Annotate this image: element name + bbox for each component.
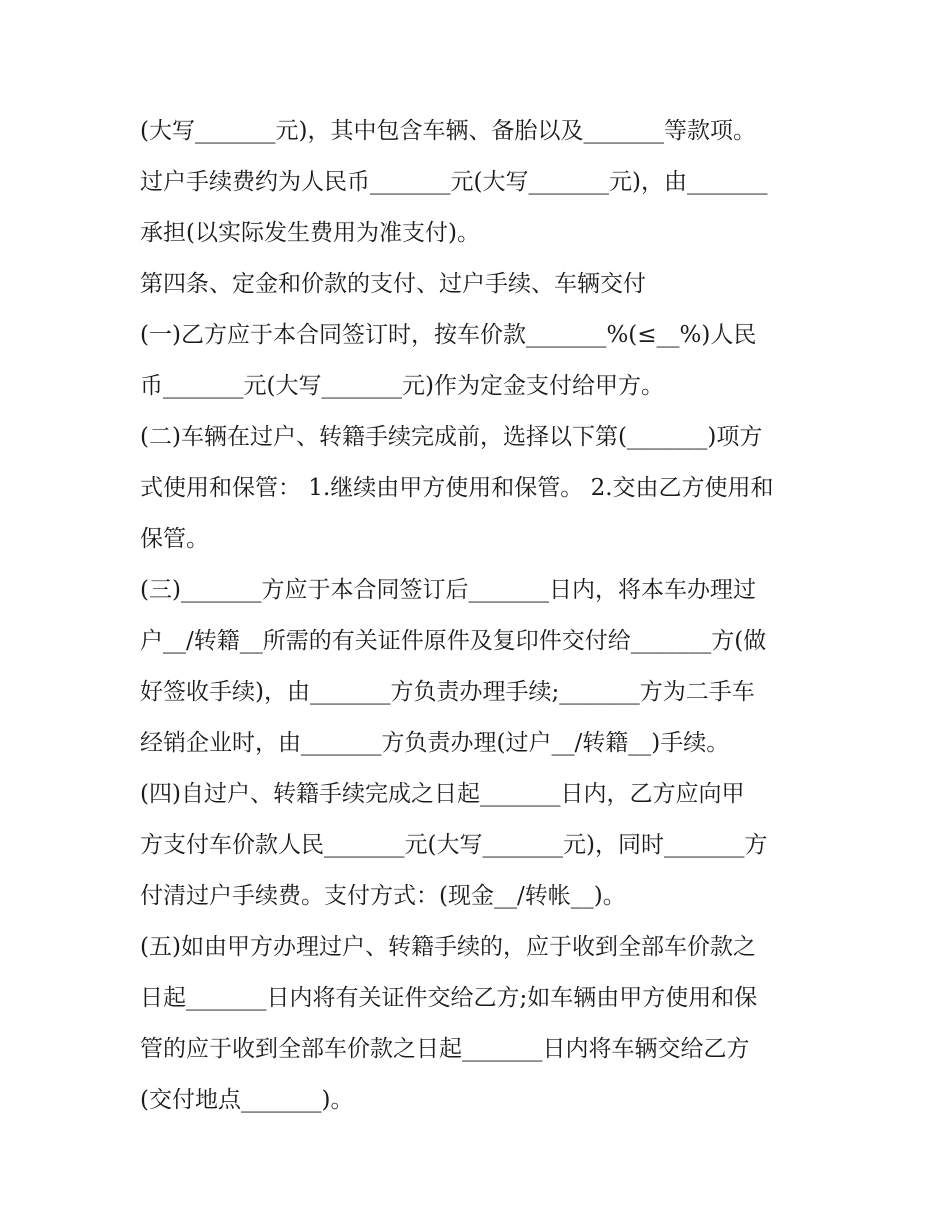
text-line: 好签收手续)，由_______方负责办理手续;_______方为二手车	[140, 679, 755, 705]
text-line: 经销企业时，由_______方负责办理(过户__/转籍__)手续。	[140, 730, 730, 756]
text-line: 日起_______日内将有关证件交给乙方;如车辆由甲方使用和保	[140, 985, 758, 1011]
text-line: (五)如由甲方办理过户、转籍手续的，应于收到全部车价款之	[140, 934, 756, 960]
text-line: 管的应于收到全部车价款之日起_______日内将车辆交给乙方	[140, 1036, 750, 1062]
contract-text	[140, 106, 820, 1126]
text-line: (一)乙方应于本合同签订时，按车价款_______%(≤__%)人民	[140, 322, 757, 348]
text-line: 方支付车价款人民_______元(大写_______元)，同时_______方	[140, 832, 768, 858]
text-line: 式使用和保管： 1.继续由甲方使用和保管。 2.交由乙方使用和	[140, 475, 774, 501]
text-line: (二)车辆在过户、转籍手续完成前，选择以下第(_______)项方	[140, 424, 763, 450]
text-line: 过户手续费约为人民币_______元(大写_______元)，由_______	[140, 169, 768, 195]
text-line: (三)_______方应于本合同签订后_______日内，将本车办理过	[140, 577, 756, 603]
text-line: (四)自过户、转籍手续完成之日起_______日内，乙方应向甲	[140, 781, 745, 807]
text-line: 付清过户手续费。支付方式：(现金__/转帐__)。	[140, 883, 626, 909]
section-heading: 第四条、定金和价款的支付、过户手续、车辆交付	[140, 271, 646, 297]
text-line: 承担(以实际发生费用为准支付)。	[140, 220, 480, 246]
text-line: (交付地点_______)。	[140, 1087, 354, 1113]
text-line: 保管。	[140, 526, 209, 552]
text-line: 币_______元(大写_______元)作为定金支付给甲方。	[140, 373, 664, 399]
text-line: 户__/转籍__所需的有关证件原件及复印件交付给_______方(做	[140, 628, 767, 654]
text-line: (大写_______元)，其中包含车辆、备胎以及_______等款项。	[140, 118, 756, 144]
